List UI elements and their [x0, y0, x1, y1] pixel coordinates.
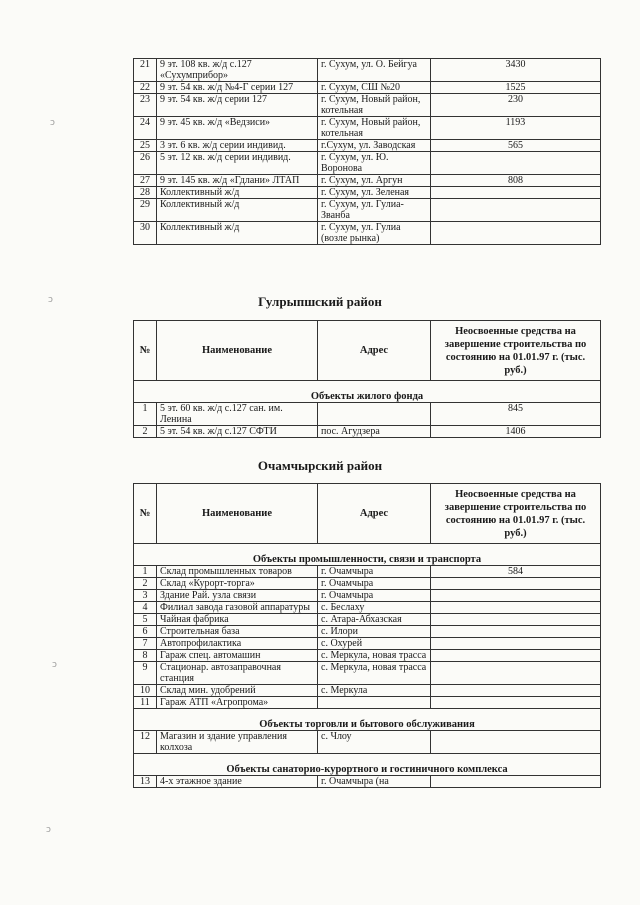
object-address: г. Сухум, ул. Гулиа (возле рынка): [318, 222, 431, 245]
header-unspent-funds: Неосвоенные средства на завершение строительства по состоянию на 01.01.97 г. (тыс. руб.): [431, 321, 601, 381]
object-name: 9 эт. 54 кв. ж/д №4-Г серии 127: [157, 82, 318, 94]
table-row: [134, 117, 601, 140]
row-number: 27: [134, 175, 157, 187]
table-row: [134, 602, 601, 614]
punch-hole-mark: ɔ: [48, 295, 53, 305]
header-address: Адрес: [318, 484, 431, 544]
group-row: [134, 709, 601, 731]
table-row: [134, 59, 601, 82]
object-address: с. Атара-Абхазская: [318, 614, 431, 626]
unspent-funds-value: [431, 638, 601, 650]
table-row: [134, 638, 601, 650]
object-address: г. Очамчыра: [318, 590, 431, 602]
unspent-funds-value: [431, 199, 601, 222]
punch-hole-mark: ɔ: [50, 118, 55, 128]
object-address: г. Очамчыра (на: [318, 776, 431, 788]
object-name: 5 эт. 54 кв. ж/д с.127 СФТИ: [157, 426, 318, 438]
unspent-funds-value: 1193: [431, 117, 601, 140]
object-address: г. Сухум, ул. О. Бейгуа: [318, 59, 431, 82]
row-number: 8: [134, 650, 157, 662]
table-row: [134, 140, 601, 152]
object-address: г. Сухум, Новый район, котельная: [318, 94, 431, 117]
object-name: 9 эт. 45 кв. ж/д «Ведзиси»: [157, 117, 318, 140]
table-row: [134, 590, 601, 602]
row-number: 12: [134, 731, 157, 754]
unspent-funds-value: [431, 614, 601, 626]
object-name: Склад мин. удобрений: [157, 685, 318, 697]
object-name: 5 эт. 60 кв. ж/д с.127 сан. им. Ленина: [157, 403, 318, 426]
table-row: [134, 403, 601, 426]
row-number: 1: [134, 403, 157, 426]
row-number: 21: [134, 59, 157, 82]
object-address: г. Очамчыра: [318, 566, 431, 578]
table-row: [134, 199, 601, 222]
table-ochamchyra: [133, 483, 601, 788]
unspent-funds-value: 565: [431, 140, 601, 152]
object-address: с. Меркула, новая трасса: [318, 650, 431, 662]
unspent-funds-value: [431, 187, 601, 199]
header-address: Адрес: [318, 321, 431, 381]
unspent-funds-value: [431, 662, 601, 685]
table-gulrypsh: [133, 320, 601, 438]
table-row: [134, 614, 601, 626]
header-unspent-funds: Неосвоенные средства на завершение строительства по состоянию на 01.01.97 г. (тыс. руб.): [431, 484, 601, 544]
row-number: 28: [134, 187, 157, 199]
unspent-funds-value: [431, 731, 601, 754]
table-header-row: [134, 484, 601, 544]
table-row: [134, 82, 601, 94]
section-title-ochamchyra: Очамчырский район: [257, 458, 383, 473]
unspent-funds-value: [431, 590, 601, 602]
object-name: Магазин и здание управления колхоза: [157, 731, 318, 754]
unspent-funds-value: [431, 685, 601, 697]
object-address: г. Сухум, Новый район, котельная: [318, 117, 431, 140]
unspent-funds-value: [431, 602, 601, 614]
object-name: 9 эт. 108 кв. ж/д с.127 «Сухумприбор»: [157, 59, 318, 82]
object-address: [318, 697, 431, 709]
object-address: с. Меркула, новая трасса: [318, 662, 431, 685]
table-row: [134, 685, 601, 697]
object-address: г. Сухум, СШ №20: [318, 82, 431, 94]
group-row: [134, 544, 601, 566]
table-row: [134, 566, 601, 578]
row-number: 22: [134, 82, 157, 94]
table-row: [134, 222, 601, 245]
unspent-funds-value: [431, 222, 601, 245]
header-name: Наименование: [157, 484, 318, 544]
unspent-funds-value: [431, 650, 601, 662]
object-name: Склад промышленных товаров: [157, 566, 318, 578]
row-number: 2: [134, 578, 157, 590]
row-number: 29: [134, 199, 157, 222]
row-number: 13: [134, 776, 157, 788]
unspent-funds-value: [431, 776, 601, 788]
row-number: 3: [134, 590, 157, 602]
object-name: 4-х этажное здание: [157, 776, 318, 788]
table-row: [134, 94, 601, 117]
unspent-funds-value: 1525: [431, 82, 601, 94]
table-header-row: [134, 321, 601, 381]
object-name: 5 эт. 12 кв. ж/д серии индивид.: [157, 152, 318, 175]
row-number: 9: [134, 662, 157, 685]
object-name: Чайная фабрика: [157, 614, 318, 626]
object-name: Филиал завода газовой аппаратуры: [157, 602, 318, 614]
object-name: 9 эт. 145 кв. ж/д «Гдлани» ЛТАП: [157, 175, 318, 187]
object-name: Коллективный ж/д: [157, 187, 318, 199]
object-address: с. Охурей: [318, 638, 431, 650]
punch-hole-mark: ɔ: [52, 660, 57, 670]
object-name: Коллективный ж/д: [157, 199, 318, 222]
group-title: Объекты промышленности, связи и транспорта: [134, 544, 601, 566]
object-address: с. Беслаху: [318, 602, 431, 614]
object-address: с. Меркула: [318, 685, 431, 697]
table-row: [134, 187, 601, 199]
punch-hole-mark: ɔ: [46, 825, 51, 835]
row-number: 10: [134, 685, 157, 697]
unspent-funds-value: 808: [431, 175, 601, 187]
table-row: [134, 731, 601, 754]
unspent-funds-value: 584: [431, 566, 601, 578]
object-address: г.Сухум, ул. Заводская: [318, 140, 431, 152]
table-row: [134, 175, 601, 187]
row-number: 25: [134, 140, 157, 152]
object-name: Коллективный ж/д: [157, 222, 318, 245]
table-row: [134, 152, 601, 175]
group-row: [134, 754, 601, 776]
unspent-funds-value: [431, 697, 601, 709]
table-row: [134, 578, 601, 590]
object-address: с. Члоу: [318, 731, 431, 754]
header-number: №: [134, 484, 157, 544]
object-name: Гараж спец. автомашин: [157, 650, 318, 662]
object-name: 9 эт. 54 кв. ж/д серии 127: [157, 94, 318, 117]
row-number: 11: [134, 697, 157, 709]
row-number: 23: [134, 94, 157, 117]
group-title: Объекты санаторио-курортного и гостиничного комплекса: [134, 754, 601, 776]
row-number: 26: [134, 152, 157, 175]
row-number: 7: [134, 638, 157, 650]
table-row: [134, 426, 601, 438]
group-row: [134, 381, 601, 403]
row-number: 4: [134, 602, 157, 614]
object-address: г. Сухум, ул. Аргун: [318, 175, 431, 187]
object-address: с. Илори: [318, 626, 431, 638]
object-address: пос. Агудзера: [318, 426, 431, 438]
group-title: Объекты жилого фонда: [134, 381, 601, 403]
header-number: №: [134, 321, 157, 381]
section-title-gulrypsh: Гулрыпшский район: [258, 294, 382, 309]
object-address: г. Очамчыра: [318, 578, 431, 590]
unspent-funds-value: 3430: [431, 59, 601, 82]
object-address: [318, 403, 431, 426]
table-row: [134, 662, 601, 685]
table-sukhum-continued: [133, 58, 601, 245]
object-name: Склад «Курорт-торга»: [157, 578, 318, 590]
unspent-funds-value: 1406: [431, 426, 601, 438]
object-name: Гараж АТП «Агропрома»: [157, 697, 318, 709]
object-name: Строительная база: [157, 626, 318, 638]
table-row: [134, 776, 601, 788]
unspent-funds-value: 230: [431, 94, 601, 117]
object-address: г. Сухум, ул. Зеленая: [318, 187, 431, 199]
table-row: [134, 650, 601, 662]
table-row: [134, 697, 601, 709]
object-name: Автопрофилактика: [157, 638, 318, 650]
object-address: г. Сухум, ул. Ю. Воронова: [318, 152, 431, 175]
row-number: 24: [134, 117, 157, 140]
unspent-funds-value: 845: [431, 403, 601, 426]
row-number: 6: [134, 626, 157, 638]
unspent-funds-value: [431, 626, 601, 638]
unspent-funds-value: [431, 578, 601, 590]
object-name: Здание Рай. узла связи: [157, 590, 318, 602]
object-name: Стационар. автозаправочная станция: [157, 662, 318, 685]
row-number: 30: [134, 222, 157, 245]
group-title: Объекты торговли и бытового обслуживания: [134, 709, 601, 731]
table-row: [134, 626, 601, 638]
row-number: 2: [134, 426, 157, 438]
row-number: 1: [134, 566, 157, 578]
object-address: г. Сухум, ул. Гулиа-Званба: [318, 199, 431, 222]
row-number: 5: [134, 614, 157, 626]
unspent-funds-value: [431, 152, 601, 175]
object-name: 3 эт. 6 кв. ж/д серии индивид.: [157, 140, 318, 152]
header-name: Наименование: [157, 321, 318, 381]
